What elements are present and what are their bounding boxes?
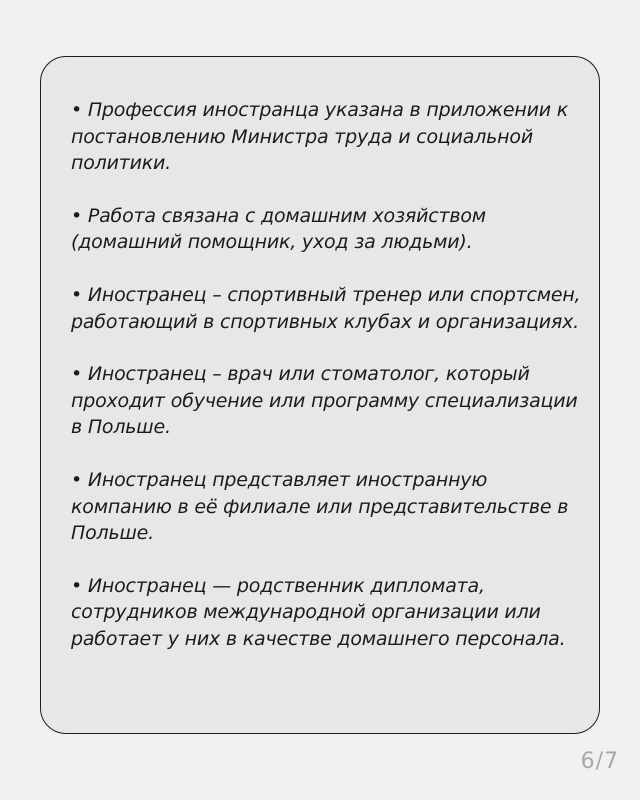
list-item: • Работа связана с домашним хозяйством (домашний помощник, уход за людьми). [71,204,486,254]
list-item: • Профессия иностранца указана в приложении к постановлению Министра труда и социальной политики. [71,99,569,175]
list-item: • Иностранец – спортивный тренер или спортсмен, работающий в спортивных клубах и организациях. [71,283,581,333]
content-card [40,56,600,734]
page-indicator: 6/7 [580,749,619,774]
list-item: • Иностранец представляет иностранную компанию в её филиале или представительстве в Польше. [71,468,569,545]
list-item: • Иностранец – врач или стоматолог, который проходит обучение или программу специализации в Польше. [71,363,578,439]
list-item: • Иностранец — родственник дипломата, сотрудников международной организации или работает у них в качестве домашнего персонала. [71,574,566,650]
conditions-list [71,97,581,653]
